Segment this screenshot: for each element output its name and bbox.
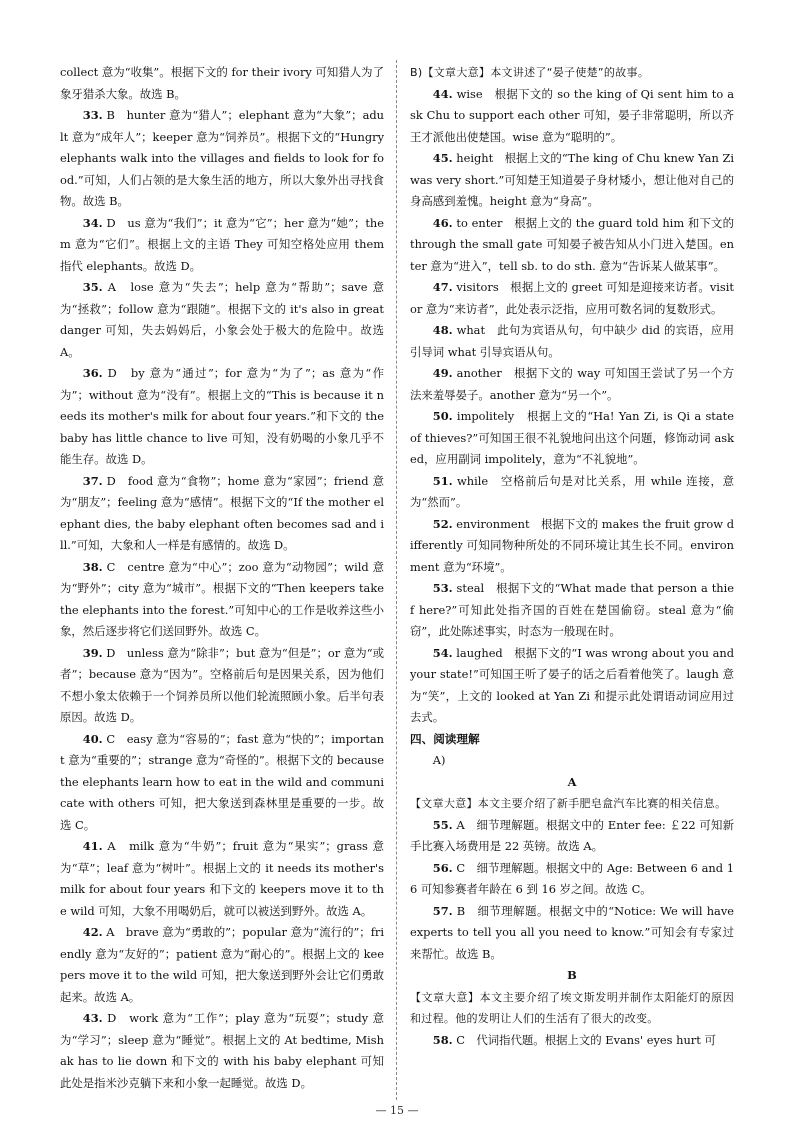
question-number: 52. xyxy=(432,516,453,531)
question-number: 58. xyxy=(432,1032,453,1047)
question-number: 54. xyxy=(432,645,453,660)
answer-text: impolitely 根据上文的“Ha! Yan Zi, is Qi a state of thieves?”可知国王很不礼貌地问出这个问题，修饰动词 asked，应用副词 impolitely，意为“不礼貌地”。 xyxy=(410,409,734,466)
answer-text: height 根据上文的“The king of Chu knew Yan Zi was very short.”可知楚王知道晏子身材矮小，想让他对自己的身高感到羞愧。height 意为“身高”。 xyxy=(410,151,734,208)
article-summary: 【文章大意】本文主要介绍了新手肥皂盒汽车比赛的相关信息。 xyxy=(410,797,727,810)
question-number: 55. xyxy=(432,817,453,832)
answer-item xyxy=(60,643,384,729)
answer-text: wise 根据下文的 so the king of Qi sent him to ask Chu to support each other 可知，晏子非常聪明，所以齐王才派他出使楚国。wise 意为“聪明的”。 xyxy=(410,86,734,144)
answer-item xyxy=(60,836,384,922)
left-column xyxy=(60,62,384,1094)
continued-text: collect 意为“收集”。根据下文的 for their ivory 可知猎人为了象牙猎杀大象。故选 B。 xyxy=(60,65,384,101)
question-number: 35. xyxy=(82,280,103,294)
question-number: 49. xyxy=(432,366,453,380)
section-heading: 四、阅读理解 xyxy=(410,731,480,746)
answer-text: B 细节理解题。根据文中的“Notice: We will have experts to tell you all you need to know.”可知会有专家过来帮忙。故选 B。 xyxy=(410,903,734,961)
question-number: 47. xyxy=(432,280,453,294)
answer-text: environment 根据下文的 makes the fruit grow differently 可知同物种所处的不同环境让其生长不同。environment 意为“环境”。 xyxy=(410,516,734,574)
answer-text: steal 根据下文的“What made that person a thief here?”可知此处指齐国的百姓在楚国偷窃。steal 意为“偷窃”，此处陈述事实，时态为一般现在时。 xyxy=(410,581,734,638)
answer-item xyxy=(410,858,734,901)
answer-text: D food 意为“食物”；home 意为“家园”；friend 意为“朋友”；feeling 意为“感情”。根据下文的“If the mother elephant dies, the baby elephant often becomes sad and ill.”可知，大象和人一样是有感情的。故选 D。 xyxy=(60,473,384,552)
question-number: 41. xyxy=(82,839,103,853)
answer-item xyxy=(410,578,734,643)
question-number: 36. xyxy=(82,366,103,380)
question-number: 44. xyxy=(432,86,453,101)
passage-label: A xyxy=(567,774,577,789)
article-summary: B)【文章大意】本文讲述了“晏子使楚”的故事。 xyxy=(410,66,650,79)
question-number: 39. xyxy=(82,645,103,660)
answer-item xyxy=(60,277,384,363)
answer-text: while 空格前后句是对比关系，用 while 连接，意为“然而”。 xyxy=(410,473,734,509)
answer-item xyxy=(410,471,734,514)
answer-item xyxy=(410,213,734,278)
answer-item xyxy=(410,815,734,858)
question-number: 51. xyxy=(432,473,453,488)
answer-item xyxy=(410,406,734,471)
answer-item xyxy=(60,557,384,643)
answer-text: another 根据下文的 way 可知国王尝试了另一个方法来羞辱晏子。another 意为“另一个”。 xyxy=(410,366,734,402)
answer-item xyxy=(410,643,734,729)
question-number: 33. xyxy=(82,108,103,122)
answer-item xyxy=(60,1008,384,1094)
column-divider xyxy=(396,60,397,1100)
question-number: 48. xyxy=(432,323,453,337)
answer-item xyxy=(60,471,384,557)
question-number: 53. xyxy=(432,581,453,595)
question-number: 45. xyxy=(432,151,453,165)
answer-item xyxy=(410,277,734,320)
answer-item xyxy=(60,922,384,1008)
answer-item xyxy=(410,514,734,579)
question-number: 37. xyxy=(82,473,103,488)
answer-item xyxy=(60,105,384,213)
answer-item xyxy=(410,363,734,406)
answer-text: C centre 意为“中心”；zoo 意为“动物园”；wild 意为“野外”；city 意为“城市”。根据下文的“Then keepers take the elephants into the forest.”可知中心的工作是收养这些小象，然后逐步将它们送回野外。故选 C。 xyxy=(60,559,384,638)
answer-text: D by 意为“通过”；for 意为“为了”；as 意为“作为”；without 意为“没有”。根据上文的“This is because it needs its mother's milk for about four years.”和下文的 the baby has little chance to live 可知，没有奶喝的小象几乎不能生存。故选 D。 xyxy=(60,366,384,466)
answer-text: visitors 根据上文的 greet 可知是迎接来访者。visitor 意为“来访者”，此处表示泛指，应用可数名词的复数形式。 xyxy=(410,280,734,316)
article-summary: 【文章大意】本文主要介绍了埃文斯发明并制作太阳能灯的原因和过程。他的发明让人们的生活有了很大的改变。 xyxy=(410,990,734,1025)
question-number: 56. xyxy=(432,860,453,875)
answer-text: D us 意为“我们”；it 意为“它”；her 意为“她”；them 意为“它们”。根据上文的主语 They 可知空格处应用 them 指代 elephants。故选 D。 xyxy=(60,215,384,273)
answer-item xyxy=(60,729,384,837)
answer-item xyxy=(410,1030,734,1052)
question-number: 46. xyxy=(432,215,453,230)
answer-text: C 细节理解题。根据文中的 Age: Between 6 and 16 可知参赛者年龄在 6 到 16 岁之间。故选 C。 xyxy=(410,860,734,896)
answer-item xyxy=(410,320,734,363)
question-number: 50. xyxy=(432,409,453,423)
answer-text: B hunter 意为“猎人”；elephant 意为“大象”；adult 意为“成年人”；keeper 意为“饲养员”。根据下文的“Hungry elephants walk into the villages and fields to look for food.”可知，人们占领的是大象生活的地方，所以大象外出寻找食物。故选 B。 xyxy=(60,108,384,208)
answer-text: A 细节理解题。根据文中的 Enter fee: ￡22 可知新手比赛入场费用是 22 英镑。故选 A。 xyxy=(410,817,734,853)
passage-label: B xyxy=(567,968,577,982)
question-number: 43. xyxy=(82,1011,103,1025)
answer-text: to enter 根据上文的 the guard told him 和下文的 through the small gate 可知晏子被告知从小门进入楚国。enter 意为“进入”，tell sb. to do sth. 意为“告诉某人做某事”。 xyxy=(410,215,734,273)
answer-text: A milk 意为“牛奶”；fruit 意为“果实”；grass 意为“草”；leaf 意为“树叶”。根据上文的 it needs its mother's milk for about four years 和下文的 keepers move it to the wild 可知，大象不用喝奶后，就可以被送到野外。故选 A。 xyxy=(60,839,384,918)
answer-text: C easy 意为“容易的”；fast 意为“快的”；important 意为“重要的”；strange 意为“奇怪的”。根据下文的 because the elephants learn how to eat in the wild and communicate with others 可知，把大象送到森林里是重要的一步。故选 C。 xyxy=(60,731,384,832)
answer-text: A lose 意为“失去”；help 意为“帮助”；save 意为“拯救”；follow 意为“跟随”。根据下文的 it's also in great danger 可知，失去妈妈后，小象会处于极大的危险中。故选 A。 xyxy=(60,280,384,359)
question-number: 38. xyxy=(82,559,103,574)
answer-text: C 代词指代题。根据上文的 Evans' eyes hurt 可 xyxy=(452,1032,716,1047)
answer-item xyxy=(410,84,734,149)
answer-item xyxy=(410,901,734,966)
right-column xyxy=(410,62,734,1051)
answer-text: what 此句为宾语从句，句中缺少 did 的宾语，应用引导词 what 引导宾语从句。 xyxy=(410,323,734,359)
question-number: 42. xyxy=(82,925,103,939)
answer-item xyxy=(410,148,734,213)
page-number: — 15 — xyxy=(375,1104,419,1117)
question-number: 57. xyxy=(432,903,453,918)
question-number: 40. xyxy=(82,731,103,746)
answer-text: laughed 根据下文的“I was wrong about you and your state!”可知国王听了晏子的话之后看着他笑了。laugh 意为“笑”，上文的 looked at Yan Zi 和提示此处谓语动词应用过去式。 xyxy=(410,645,734,724)
answer-item xyxy=(60,213,384,278)
answer-text: A brave 意为“勇敢的”；popular 意为“流行的”；friendly 意为“友好的”；patient 意为“耐心的”。根据上文的 keepers move it to the wild 可知，把大象送到野外会让它们勇敢起来。故选 A。 xyxy=(60,925,384,1004)
answer-text: D work 意为“工作”；play 意为“玩耍”；study 意为“学习”；sleep 意为“睡觉”。根据上文的 At bedtime, Mishak has to lie down 和下文的 with his baby elephant 可知此处是指米沙克躺下来和小象一起睡觉。故选 D。 xyxy=(60,1011,384,1090)
answer-text: D unless 意为“除非”；but 意为“但是”；or 意为“或者”；because 意为“因为”。空格前后句是因果关系，因为他们不想小象太依赖于一个饲养员所以他们轮流照顾小象。后半句表原因。故选 D。 xyxy=(60,645,384,724)
question-number: 34. xyxy=(82,215,103,230)
subsection-label: A) xyxy=(432,753,446,767)
answer-item xyxy=(60,363,384,471)
